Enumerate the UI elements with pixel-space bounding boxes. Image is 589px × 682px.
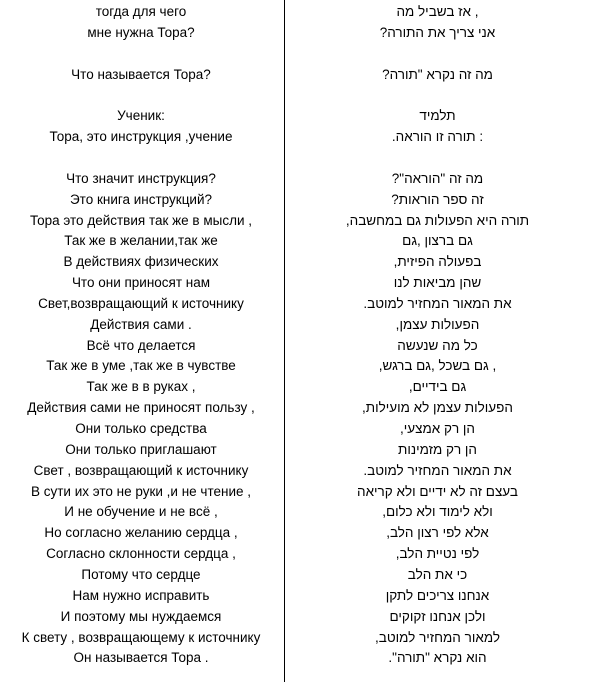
russian-text-line: Так же в в руках , — [86, 379, 196, 395]
russian-text-line: Они только приглашают — [65, 441, 217, 457]
russian-text-line: Тора это действия так же в мысли , — [29, 212, 253, 228]
column-divider — [284, 0, 285, 682]
hebrew-text-line: ,גם בשכל ,גם ברגש , — [378, 358, 497, 374]
hebrew-text-line: כי את הלב — [407, 566, 468, 582]
russian-text-line: К свету , возвращающему к источнику — [21, 629, 261, 645]
hebrew-text-line: ?"מה זה "הוראה — [391, 170, 484, 186]
hebrew-text-line: ,הפעולות עצמן לא מועילות — [362, 400, 513, 416]
hebrew-text-line: ,לפי נטיית הלב — [395, 546, 480, 562]
hebrew-text-line: ?אני צריך את התורה — [379, 24, 496, 40]
russian-text-line: Что называется Тора? — [71, 66, 211, 82]
russian-text-line: Это книга инструкций? — [69, 191, 213, 207]
russian-text-line: Ученик: — [117, 108, 165, 124]
russian-text-line: И поэтому мы нуждаемся — [60, 608, 222, 624]
russian-text-line: Он называется Тора . — [73, 650, 209, 666]
russian-text-line: Действия сами не приносят пользу , — [27, 400, 255, 416]
russian-text-line: В сути их это не руки ,и не чтение , — [30, 483, 251, 499]
hebrew-text-line: ,גם בידיים — [408, 379, 467, 395]
russian-text-line: Нам нужно исправить — [72, 587, 210, 603]
hebrew-text-line: ,תורה היא הפעולות גם במחשבה — [345, 212, 530, 228]
russian-text-line: Действия сами . — [90, 316, 192, 332]
hebrew-text-line: הן רק מזמינות — [398, 441, 477, 457]
russian-text-line: Но согласно желанию сердца , — [44, 525, 238, 541]
hebrew-text-line: ?זה ספר הוראות — [391, 191, 484, 207]
hebrew-text-line: .את המאור המחזיר למוטב — [363, 462, 512, 478]
hebrew-text-line: ,הפעולות עצמן — [395, 316, 480, 332]
hebrew-text-line: שהן מביאות לנו — [393, 275, 482, 291]
russian-text-line: тогда для чего — [95, 4, 187, 19]
russian-text-line: Что они приносят нам — [71, 275, 211, 291]
hebrew-text-line: כל מה שנעשה — [397, 337, 478, 353]
hebrew-text-line: .את המאור המחזיר למוטב — [363, 295, 512, 311]
russian-text-line: Тора, это инструкция ,учение — [49, 129, 233, 145]
hebrew-text-line: ?מה זה נקרא "תורה — [382, 66, 493, 82]
russian-text-line: В действиях физических — [63, 254, 219, 270]
hebrew-text-line: ."הוא נקרא "תורה — [388, 650, 487, 666]
russian-text-line: мне нужна Тора? — [87, 24, 195, 40]
hebrew-text-line: גם ברצון ,גם — [402, 233, 473, 249]
russian-text-line: Так же в желании,так же — [64, 233, 218, 249]
hebrew-text-line: ,הן רק אמצעי — [400, 421, 475, 436]
russian-text-line: Свет,возвращающий к источнику — [38, 295, 244, 311]
russian-text-line: Согласно склонности сердца , — [46, 546, 236, 562]
hebrew-text-line: .תורה זו הוראה : — [391, 129, 484, 145]
russian-text-line: Что значит инструкция? — [66, 170, 216, 186]
hebrew-text-line: תלמיד — [419, 108, 456, 124]
russian-text-line: И не обучение и не всё , — [64, 504, 218, 520]
hebrew-text-line: ,למאור המחזיר למוטב — [375, 629, 500, 645]
hebrew-text-line: בעצם זה לא ידיים ולא קריאה — [357, 483, 518, 499]
hebrew-text-line: ,ולא לימוד ולא כלום — [382, 504, 493, 520]
hebrew-text-line: ,אלא לפי רצון הלב — [386, 525, 489, 541]
russian-text-line: Свет , возвращающий к источнику — [33, 462, 249, 478]
russian-text-line: Они только средства — [75, 421, 207, 436]
russian-text-line: Так же в уме ,так же в чувстве — [46, 358, 236, 374]
hebrew-text-line: אז בשביל מה , — [396, 4, 479, 19]
hebrew-text-line: אנחנו צריכים לתקן — [385, 587, 490, 603]
russian-text-line: Потому что сердце — [81, 566, 201, 582]
russian-text-line: Всё что делается — [86, 337, 196, 353]
hebrew-text-line: ולכן אנחנו זקוקים — [389, 608, 486, 624]
hebrew-text-line: ,בפעולה הפיזית — [393, 254, 482, 270]
